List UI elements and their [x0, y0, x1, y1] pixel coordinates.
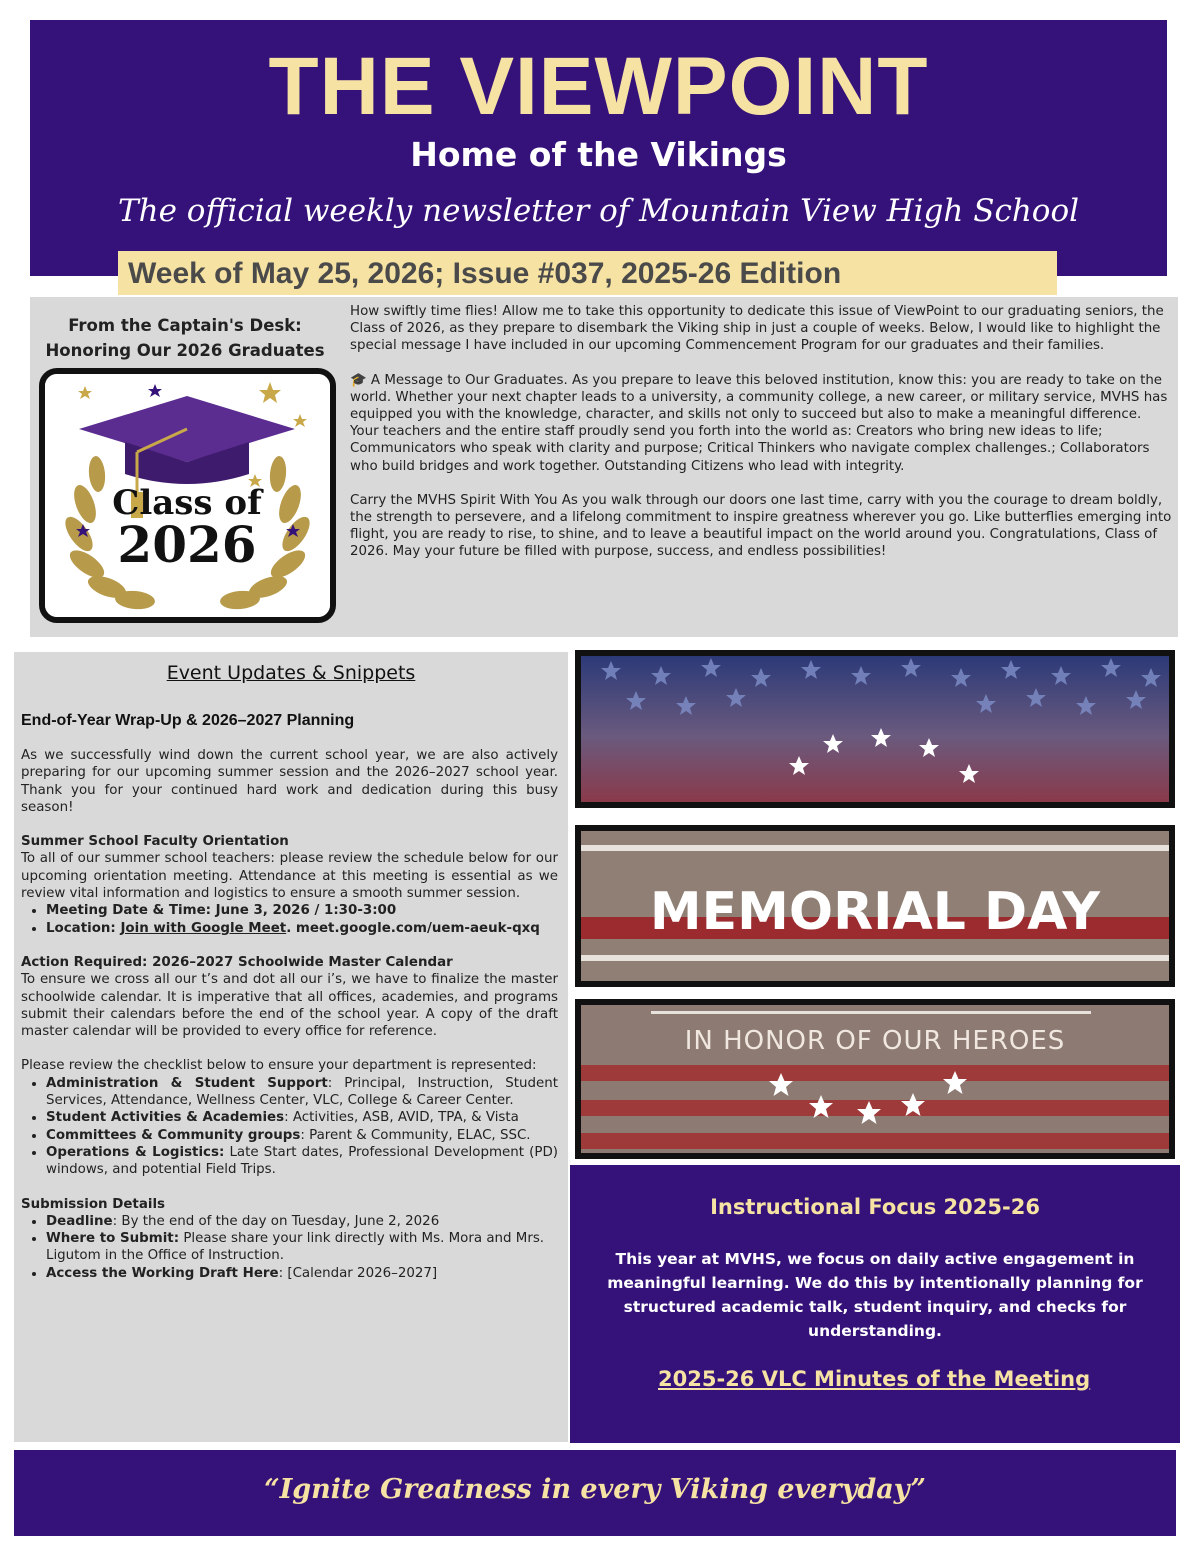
checklist-item: • Operations & Logistics: Late Start dates, Professional Development (PD) windows, and potential Field Trips.	[46, 1144, 558, 1179]
google-meet-link[interactable]: Join with Google Meet	[120, 920, 287, 936]
issue-bar	[118, 251, 1057, 295]
captains-message	[350, 303, 1172, 578]
submission-item: • Access the Working Draft Here: [Calendar 2026–2027]	[46, 1265, 558, 1282]
instructional-focus-section	[570, 1165, 1180, 1443]
orientation-text: To all of our summer school teachers: please review the schedule below for our upcoming orientation meeting. Attendance at this meeting is essential as we review vital information and logistics to ensure a smooth summer session.	[21, 851, 558, 902]
submission-heading: Submission Details	[21, 1196, 166, 1212]
checklist-intro: Please review the checklist below to ensure your department is represented:	[21, 1058, 537, 1074]
captains-desk-heading-line2: Honoring Our 2026 Graduates	[45, 341, 325, 360]
checklist-item: • Committees & Community groups: Parent & Community, ELAC, SSC.	[46, 1127, 558, 1144]
instructional-focus-title: Instructional Focus 2025-26	[710, 1195, 1040, 1219]
year-2026-text: 2026	[117, 515, 257, 574]
captains-message-para2: 🎓 A Message to Our Graduates. As you prepare to leave this beloved institution, know this: you are ready to take on the world. Whether your next chapter leads to a university, a community college, a new career, or military service, MVHS has equipped you with the knowledge, character, and skills not only to succeed but also to make a meaningful difference. Your teachers and the entire staff proudly send you forth into the world as: Creators who bring new ideas to life; Communicators who speak with clarity and purpose; Critical Thinkers who navigate complex challenges.; Collaborators who build bridges and work together. Outstanding Citizens who lead with integrity.	[350, 372, 1168, 474]
footer	[14, 1450, 1176, 1536]
calendar-heading: Action Required: 2026–2027 Schoolwide Master Calendar	[21, 954, 453, 970]
orientation-date-item: • Meeting Date & Time: June 3, 2026 / 1:30-3:00	[46, 902, 558, 919]
class-of-text: Class of	[112, 483, 262, 523]
orientation-list	[46, 902, 558, 937]
event-updates-title: Event Updates & Snippets	[166, 662, 416, 684]
stars-banner-svg	[581, 656, 1169, 802]
submission-list	[46, 1213, 558, 1282]
calendar-block	[21, 954, 558, 1040]
heroes-banner	[575, 999, 1175, 1159]
orientation-heading: Summer School Faculty Orientation	[21, 834, 289, 850]
vlc-minutes-link[interactable]: 2025-26 VLC Minutes of the Meeting	[658, 1367, 1091, 1391]
event-updates-section	[14, 652, 568, 1442]
calendar-text: To ensure we cross all our t’s and dot all our i’s, we have to finalize the master schoolwide calendar. It is imperative that all offices, academies, and programs submit their calendars before the end of the school year. A copy of the draft master calendar will be provided to every office for reference.	[21, 972, 558, 1040]
footer-motto: “Ignite Greatness in every Viking everyday”	[264, 1474, 926, 1505]
orientation-location-item: • Location: Join with Google Meet. meet.google.com/uem-aeuk-qxq	[46, 920, 558, 937]
event-updates-subtitle: End-of-Year Wrap-Up & 2026–2027 Planning	[21, 712, 355, 729]
class-of-2026-image	[39, 368, 336, 623]
event-updates-body	[21, 747, 558, 1282]
event-intro: As we successfully wind down the current school year, we are also actively preparing for our upcoming summer session and the 2026–2027 school year. Thank you for your continued hard work and dedication during this busy season!	[21, 748, 558, 815]
newsletter-title: THE VIEWPOINT	[268, 41, 929, 132]
captains-message-para3: Carry the MVHS Spirit With You As you walk through our doors one last time, carry with you the courage to dream boldly, the strength to persevere, and a lifelong commitment to inspire greatness wherever you go. Like butterflies emerging into flight, you are ready to rise, to shine, and to leave a beautiful impact on the world around you. Congratulations, Class of 2026. May your future be filled with purpose, success, and endless possibilities!	[350, 492, 1172, 560]
newsletter-subtitle: Home of the Vikings	[410, 135, 787, 174]
checklist-item: • Student Activities & Academies: Activities, ASB, AVID, TPA, & Vista	[46, 1109, 558, 1126]
checklist-block	[21, 1057, 558, 1178]
captains-desk-section	[30, 297, 1178, 637]
checklist	[46, 1075, 558, 1179]
newsletter-tagline: The official weekly newsletter of Mountain View High School	[117, 193, 1080, 229]
submission-block	[21, 1196, 558, 1282]
graduation-cap-laurel-icon	[45, 374, 330, 617]
calendar-draft-link[interactable]: : [Calendar 2026–2027]	[278, 1265, 438, 1281]
checklist-item: • Administration & Student Support: Principal, Instruction, Student Services, Attendance, Wellness Center, VLC, College & Career Center.	[46, 1075, 558, 1110]
memorial-day-svg	[581, 831, 1169, 981]
stars-banner-image	[575, 650, 1175, 808]
memorial-day-banner	[575, 825, 1175, 987]
issue-text: Week of May 25, 2026; Issue #037, 2025-26 Edition	[128, 257, 842, 290]
heroes-banner-svg	[581, 1005, 1169, 1153]
captains-desk-heading	[30, 313, 340, 363]
masthead	[30, 20, 1167, 276]
captains-desk-heading-line1: From the Captain's Desk:	[68, 316, 302, 335]
heroes-text: IN HONOR OF OUR HEROES	[684, 1026, 1066, 1056]
submission-item: • Deadline: By the end of the day on Tuesday, June 2, 2026	[46, 1213, 558, 1230]
instructional-focus-body: This year at MVHS, we focus on daily active engagement in meaningful learning. We do this by intentionally planning for structured academic talk, student inquiry, and checks for understanding.	[607, 1250, 1143, 1340]
submission-item: • Where to Submit: Please share your link directly with Ms. Mora and Mrs. Ligutom in the Office of Instruction.	[46, 1230, 558, 1265]
memorial-day-text: MEMORIAL DAY	[649, 882, 1101, 942]
captains-message-para1: How swiftly time flies! Allow me to take this opportunity to dedicate this issue of ViewPoint to our graduating seniors, the Class of 2026, as they prepare to disembark the Viking ship in just a couple of weeks. Below, I would like to highlight the special message I have included in our upcoming Commencement Program for our graduates and their families.	[350, 304, 1164, 354]
orientation-block	[21, 833, 558, 937]
